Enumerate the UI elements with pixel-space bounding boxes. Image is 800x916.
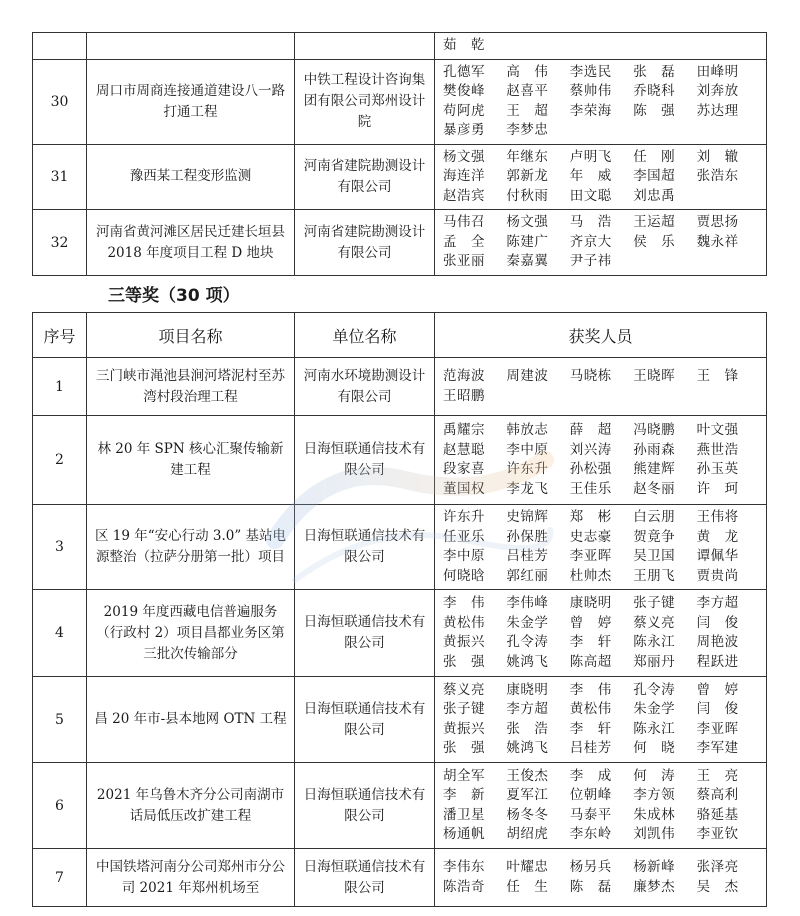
awardee-name: 李 伟 xyxy=(569,681,612,698)
awardee-name: 李方超 xyxy=(696,595,739,611)
awardee-name: 侯 乐 xyxy=(633,233,676,250)
awardee-grid xyxy=(443,63,760,141)
awardee-name: 王佳乐 xyxy=(569,480,612,497)
awardee-name: 马晓栋 xyxy=(569,368,612,384)
awardee-name: 田文聪 xyxy=(569,187,612,204)
awardee-name: 冯晓鹏 xyxy=(633,422,676,438)
awardee-name: 曾 婷 xyxy=(569,614,612,631)
awardee-name: 禹耀宗 xyxy=(443,422,485,438)
awardee-name: 王 亮 xyxy=(696,767,739,784)
table-row xyxy=(33,763,767,849)
awardee-name: 王 超 xyxy=(506,102,549,119)
awardee-name: 李方超 xyxy=(506,701,549,717)
awardee-name: 黄 龙 xyxy=(696,528,739,545)
awardee-name: 许东升 xyxy=(506,461,549,477)
awardee-name: 张 强 xyxy=(443,653,485,670)
awardee-name: 尹子祎 xyxy=(569,253,612,270)
awardee-name: 李亚钦 xyxy=(696,826,739,842)
awardees xyxy=(435,416,767,505)
awardees xyxy=(435,763,767,849)
header-unit: 单位名称 xyxy=(295,313,435,358)
awardee-name: 张子键 xyxy=(443,701,485,717)
awardee-name: 夏军江 xyxy=(506,787,549,803)
header-project: 项目名称 xyxy=(87,313,295,358)
table-row xyxy=(33,849,767,907)
awardee-name: 陈永江 xyxy=(633,634,676,650)
awardee-name: 闫 俊 xyxy=(696,701,739,717)
row-number: 31 xyxy=(33,144,87,210)
awardee-name: 陈浩奇 xyxy=(443,878,485,895)
awardee-name: 吴 杰 xyxy=(696,878,739,895)
awardee-name: 蔡义亮 xyxy=(443,681,485,698)
awardee-name: 姚鸿飞 xyxy=(506,740,549,756)
awardee-name: 吴卫国 xyxy=(633,548,676,564)
row-number xyxy=(33,33,87,60)
awardee-name: 杨文强 xyxy=(443,148,485,165)
awardee-name: 陈 磊 xyxy=(569,878,612,895)
awardee-name: 熊建辉 xyxy=(633,461,676,477)
awardee-name: 李方领 xyxy=(633,787,676,803)
awardee-name: 吕桂芳 xyxy=(506,548,549,564)
table-row xyxy=(33,416,767,505)
awardee-name: 孟 全 xyxy=(443,233,485,250)
continued-award-table xyxy=(32,32,767,276)
awardee-name: 杨通帆 xyxy=(443,826,485,842)
awardee-grid xyxy=(443,36,760,56)
awardee-name: 乔晓科 xyxy=(633,83,676,99)
row-number: 6 xyxy=(33,763,87,849)
awardee-name: 贾思扬 xyxy=(696,214,739,231)
awardee-name: 孙保胜 xyxy=(506,528,549,545)
awardee-name: 许东升 xyxy=(443,509,485,525)
awardee-name: 朱金学 xyxy=(633,701,676,717)
awardees xyxy=(435,677,767,763)
awardee-name: 朱金学 xyxy=(506,614,549,631)
awardee-name: 郭红丽 xyxy=(506,567,549,584)
awardee-name: 孙松强 xyxy=(569,461,612,477)
awardee-name: 杨冬冬 xyxy=(506,806,549,823)
awardee-grid xyxy=(443,681,760,759)
awardee-name: 朱成林 xyxy=(633,806,676,823)
awardee-name: 杨文强 xyxy=(506,214,549,231)
awardee-name: 暴彦勇 xyxy=(443,122,485,138)
awardee-grid xyxy=(443,213,760,272)
unit-name: 河南水环境勘测设计有限公司 xyxy=(295,358,435,416)
awardee-name: 张 强 xyxy=(443,740,485,756)
awardee-name: 付秋雨 xyxy=(506,187,549,204)
awardee-name: 杨另兵 xyxy=(569,859,612,875)
awardee-name: 卢明飞 xyxy=(569,148,612,165)
awardee-name: 蔡义亮 xyxy=(633,614,676,631)
awardee-name: 张 磊 xyxy=(633,63,676,80)
awardee-name: 王朋飞 xyxy=(633,567,676,584)
awardee-name: 张子键 xyxy=(633,595,676,611)
awardee-name: 李亚晖 xyxy=(569,548,612,564)
awardee-name: 蔡帅伟 xyxy=(569,83,612,99)
awardee-name: 田峰明 xyxy=(696,63,739,80)
project-name: 河南省黄河滩区居民迁建长垣县 2018 年度项目工程 D 地块 xyxy=(87,210,295,276)
section-title-third-prize: 三等奖（30 项） xyxy=(108,286,240,306)
awardee-name: 海连洋 xyxy=(443,168,485,184)
awardee-name: 年 威 xyxy=(569,168,612,184)
awardee-name: 张亚丽 xyxy=(443,253,485,270)
awardee-name: 李 成 xyxy=(569,767,612,784)
awardee-name: 孔令涛 xyxy=(506,634,549,650)
table-row xyxy=(33,505,767,590)
awardee-name: 马 浩 xyxy=(569,214,612,231)
awardees xyxy=(435,358,767,416)
awardee-name: 樊俊峰 xyxy=(443,83,485,99)
awardee-name: 李 轩 xyxy=(569,720,612,737)
awardee-name: 秦嘉翼 xyxy=(506,253,549,270)
awardee-name: 黄振兴 xyxy=(443,634,485,650)
awardee-name: 郑丽丹 xyxy=(633,653,676,670)
awardee-name: 李 新 xyxy=(443,787,485,803)
awardee-grid xyxy=(443,594,760,672)
row-number: 32 xyxy=(33,210,87,276)
awardee-name: 李荣海 xyxy=(569,102,612,119)
awardee-name: 谭佩华 xyxy=(696,548,739,564)
unit-name: 日海恒联通信技术有限公司 xyxy=(295,763,435,849)
awardees xyxy=(435,210,767,276)
awardee-name: 马泰平 xyxy=(569,806,612,823)
awardee-name: 李龙飞 xyxy=(506,480,549,497)
awardee-name: 董国权 xyxy=(443,480,485,497)
table-row xyxy=(33,59,767,144)
project-name: 2021 年乌鲁木齐分公司南湖市话局低压改扩建工程 xyxy=(87,763,295,849)
awardee-name: 何晓晗 xyxy=(443,567,485,584)
awardee-name: 李 伟 xyxy=(443,595,485,611)
awardee-name: 赵喜平 xyxy=(506,83,549,99)
awardee-name: 孔令涛 xyxy=(633,681,676,698)
awardee-name: 赵浩宾 xyxy=(443,187,485,204)
row-number: 30 xyxy=(33,59,87,144)
awardee-name: 李中原 xyxy=(443,548,485,564)
awardee-name: 李军建 xyxy=(696,740,739,756)
project-name: 中国铁塔河南分公司郑州市分公司 2021 年郑州机场至 xyxy=(87,849,295,907)
awardee-name: 陈 强 xyxy=(633,102,676,119)
awardee-name: 何 晓 xyxy=(633,740,676,756)
awardee-name: 郑 彬 xyxy=(569,509,612,525)
awardee-name: 王 锋 xyxy=(696,368,739,384)
row-number: 3 xyxy=(33,505,87,590)
awardee-name: 康晓明 xyxy=(569,595,612,611)
awardee-grid xyxy=(443,508,760,586)
awardee-name: 贺竟争 xyxy=(633,528,676,545)
project-name: 昌 20 年市-县本地网 OTN 工程 xyxy=(87,677,295,763)
awardee-name: 王俊杰 xyxy=(506,767,549,784)
awardees xyxy=(435,849,767,907)
awardee-name: 蔡高利 xyxy=(696,787,739,803)
awardee-name: 陈建广 xyxy=(506,233,549,250)
awardee-name: 胡全军 xyxy=(443,767,485,784)
unit-name: 河南省建院勘测设计有限公司 xyxy=(295,144,435,210)
awardee-name: 许 珂 xyxy=(696,480,739,497)
awardee-name: 刘奔放 xyxy=(696,83,739,99)
awardee-name: 苟阿虎 xyxy=(443,102,485,119)
awardees xyxy=(435,59,767,144)
awardee-name: 赵慧聪 xyxy=(443,441,485,458)
awardee-name: 周建波 xyxy=(506,368,549,384)
unit-name: 日海恒联通信技术有限公司 xyxy=(295,505,435,590)
row-number: 5 xyxy=(33,677,87,763)
awardee-name: 任 生 xyxy=(506,878,549,895)
table-row xyxy=(33,358,767,416)
awardees xyxy=(435,144,767,210)
row-number: 7 xyxy=(33,849,87,907)
awardee-grid xyxy=(443,367,760,406)
awardee-name: 赵冬丽 xyxy=(633,480,676,497)
awardee-name: 刘兴涛 xyxy=(569,441,612,458)
awardee-name: 孙雨森 xyxy=(633,441,676,458)
unit-name: 河南省建院勘测设计有限公司 xyxy=(295,210,435,276)
project-name: 豫西某工程变形监测 xyxy=(87,144,295,210)
awardee-grid xyxy=(443,421,760,499)
awardee-name: 范海波 xyxy=(443,368,485,384)
awardee-name: 史志豪 xyxy=(569,528,612,545)
awardee-name: 李东岭 xyxy=(569,826,612,842)
awardee-name: 吕桂芳 xyxy=(569,740,612,756)
awardee-name: 胡绍虎 xyxy=(506,826,549,842)
table-row xyxy=(33,210,767,276)
table-row xyxy=(33,144,767,210)
awardee-name: 高 伟 xyxy=(506,63,549,80)
awardee-name: 苏达理 xyxy=(696,102,739,119)
awardee-name: 刘忠禹 xyxy=(633,187,676,204)
project-name: 三门峡市渑池县涧河塔泥村至苏湾村段治理工程 xyxy=(87,358,295,416)
awardee-name: 王昭鹏 xyxy=(443,387,485,404)
awardee-name: 位朝峰 xyxy=(569,787,612,803)
awardee-name: 郭新龙 xyxy=(506,168,549,184)
awardee-name: 年继东 xyxy=(506,148,549,165)
project-name: 周口市周商连接通道建设八一路打通工程 xyxy=(87,59,295,144)
awardee-name: 姚鸿飞 xyxy=(506,653,549,670)
awardee-name: 潘卫星 xyxy=(443,806,485,823)
awardee-name: 茹 乾 xyxy=(443,37,485,53)
awardee-name: 张 浩 xyxy=(506,720,549,737)
awardee-name: 马伟召 xyxy=(443,214,485,231)
awardee-name: 杨新峰 xyxy=(633,859,676,875)
table-row xyxy=(33,677,767,763)
table-row xyxy=(33,590,767,677)
unit-name: 中铁工程设计咨询集团有限公司郑州设计院 xyxy=(295,59,435,144)
awardee-name: 贾贵尚 xyxy=(696,567,739,584)
awardee-name: 杜帅杰 xyxy=(569,567,612,584)
awardee-name: 王运超 xyxy=(633,214,676,231)
awardee-name: 廉梦杰 xyxy=(633,878,676,895)
awardee-name: 陈永江 xyxy=(633,720,676,737)
awardee-name: 任 刚 xyxy=(633,148,676,165)
row-number: 1 xyxy=(33,358,87,416)
third-prize-table xyxy=(32,312,767,907)
awardee-name: 黄振兴 xyxy=(443,720,485,737)
table-row xyxy=(33,33,767,60)
awardee-name: 刘 辙 xyxy=(696,148,739,165)
awardee-name: 李伟东 xyxy=(443,859,485,875)
awardee-name: 段家喜 xyxy=(443,461,485,477)
awardee-name: 王晓晖 xyxy=(633,368,676,384)
awardee-name: 史锦辉 xyxy=(506,509,549,525)
awardee-grid xyxy=(443,767,760,845)
awardee-name: 任亚乐 xyxy=(443,528,485,545)
awardee-name: 叶文强 xyxy=(696,422,739,438)
awardee-name: 魏永祥 xyxy=(696,233,739,250)
unit-name: 日海恒联通信技术有限公司 xyxy=(295,677,435,763)
project-name: 林 20 年 SPN 核心汇聚传输新建工程 xyxy=(87,416,295,505)
awardee-name: 黄松伟 xyxy=(569,701,612,717)
awardee-name: 王伟将 xyxy=(696,509,739,525)
awardee-name: 张浩东 xyxy=(696,168,739,184)
awardees xyxy=(435,33,767,60)
awardee-name: 叶耀忠 xyxy=(506,859,549,875)
project-name xyxy=(87,33,295,60)
awardee-name: 孔德军 xyxy=(443,63,485,80)
awardee-name: 陈高超 xyxy=(569,653,612,670)
awardee-name: 周艳波 xyxy=(696,634,739,650)
unit-name: 日海恒联通信技术有限公司 xyxy=(295,416,435,505)
awardee-name: 李梦忠 xyxy=(506,122,549,138)
header-no: 序号 xyxy=(33,313,87,358)
project-name: 2019 年度西藏电信普遍服务（行政村 2）项目昌都业务区第三批次传输部分 xyxy=(87,590,295,677)
awardee-name: 闫 俊 xyxy=(696,614,739,631)
unit-name xyxy=(295,33,435,60)
awardee-name: 李中原 xyxy=(506,441,549,458)
awardee-name: 韩放志 xyxy=(506,422,549,438)
awardee-name: 何 涛 xyxy=(633,767,676,784)
awardee-name: 程跃进 xyxy=(696,653,739,670)
awardee-name: 李伟峰 xyxy=(506,595,549,611)
awardee-name: 薛 超 xyxy=(569,422,612,438)
project-name: 区 19 年“安心行动 3.0” 基站电源整治（拉萨分册第一批）项目 xyxy=(87,505,295,590)
awardee-name: 康晓明 xyxy=(506,681,549,698)
awardee-name: 骆延基 xyxy=(696,806,739,823)
table-header-row xyxy=(33,313,767,358)
unit-name: 日海恒联通信技术有限公司 xyxy=(295,849,435,907)
awardees xyxy=(435,590,767,677)
awardee-name: 李亚晖 xyxy=(696,720,739,737)
awardee-name: 黄松伟 xyxy=(443,614,485,631)
awardee-name: 李 轩 xyxy=(569,634,612,650)
awardee-grid xyxy=(443,148,760,207)
unit-name: 日海恒联通信技术有限公司 xyxy=(295,590,435,677)
awardee-name: 曾 婷 xyxy=(696,681,739,698)
awardee-name: 孙玉英 xyxy=(696,461,739,477)
row-number: 2 xyxy=(33,416,87,505)
awardee-name: 李选民 xyxy=(569,63,612,80)
awardee-name: 燕世浩 xyxy=(696,441,739,458)
awardee-name: 齐京大 xyxy=(569,233,612,250)
awardees xyxy=(435,505,767,590)
awardee-name: 张泽亮 xyxy=(696,859,739,875)
awardee-name: 白云朋 xyxy=(633,509,676,525)
awardee-name: 刘凯伟 xyxy=(633,826,676,842)
row-number: 4 xyxy=(33,590,87,677)
header-people: 获奖人员 xyxy=(435,313,767,358)
awardee-grid xyxy=(443,858,760,897)
awardee-name: 李国超 xyxy=(633,168,676,184)
